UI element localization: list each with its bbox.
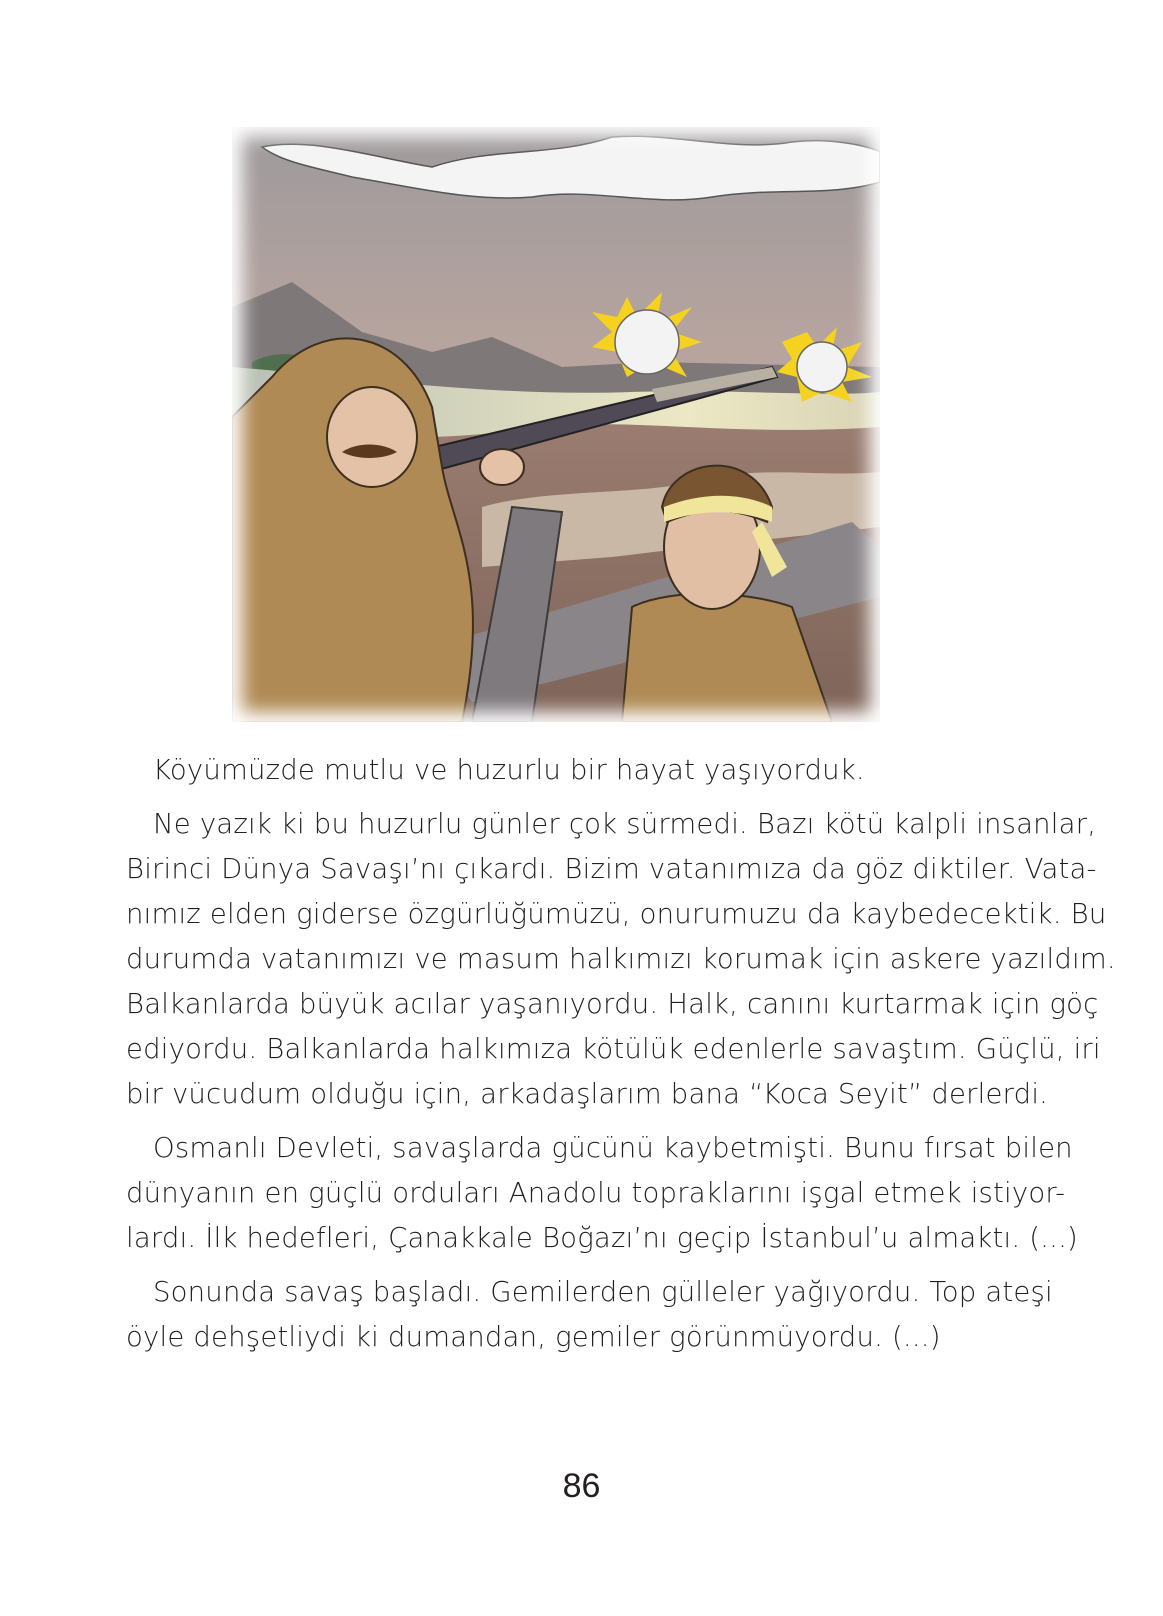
text-line: bir vücudum olduğu için, arkadaşlarım bana “Koca Seyit” derlerdi.: [126, 1078, 1049, 1110]
text-line: Balkanlarda büyük acılar yaşanıyordu. Halk, canını kurtarmak için göç: [126, 988, 1099, 1020]
text-line: ediyordu. Balkanlarda halkımıza kötülük edenlerle savaştım. Güçlü, iri: [126, 1033, 1101, 1065]
page-number: 86: [562, 1467, 601, 1505]
text-line: lardı. İlk hedefleri, Çanakkale Boğazı’nı geçip İstanbul’u almaktı. (...): [126, 1222, 1078, 1254]
text-line: öyle dehşetliydi ki dumandan, gemiler görünmüyordu. (...): [126, 1321, 941, 1353]
text-line: Köyümüzde mutlu ve huzurlu bir hayat yaşıyorduk.: [153, 754, 865, 786]
story-text: [126, 748, 1116, 1369]
paragraph-3: [126, 1126, 1078, 1261]
paragraph-4: [126, 1270, 1053, 1360]
text-line: Osmanlı Devleti, savaşlarda gücünü kaybetmişti. Bunu fırsat bilen: [153, 1132, 1073, 1164]
text-line: nımız elden giderse özgürlüğümüzü, onurumuzu da kaybedecektik. Bu: [126, 898, 1107, 930]
text-line: Birinci Dünya Savaşı’nı çıkardı. Bizim vatanımıza da göz diktiler. Vata-: [126, 853, 1097, 885]
text-line: dünyanın en güçlü orduları Anadolu topraklarını işgal etmek istiyor-: [126, 1177, 1066, 1209]
text-line: durumda vatanımızı ve masum halkımızı korumak için askere yazıldım.: [126, 943, 1116, 975]
paragraph-2: [126, 802, 1116, 1117]
trench-battle-illustration: [232, 127, 880, 722]
story-illustration: [232, 127, 880, 722]
paragraph-1: [126, 748, 1004, 793]
text-line: Sonunda savaş başladı. Gemilerden gülleler yağıyordu. Top ateşi: [153, 1276, 1053, 1308]
text-line: Ne yazık ki bu huzurlu günler çok sürmedi. Bazı kötü kalpli insanlar,: [153, 808, 1097, 840]
